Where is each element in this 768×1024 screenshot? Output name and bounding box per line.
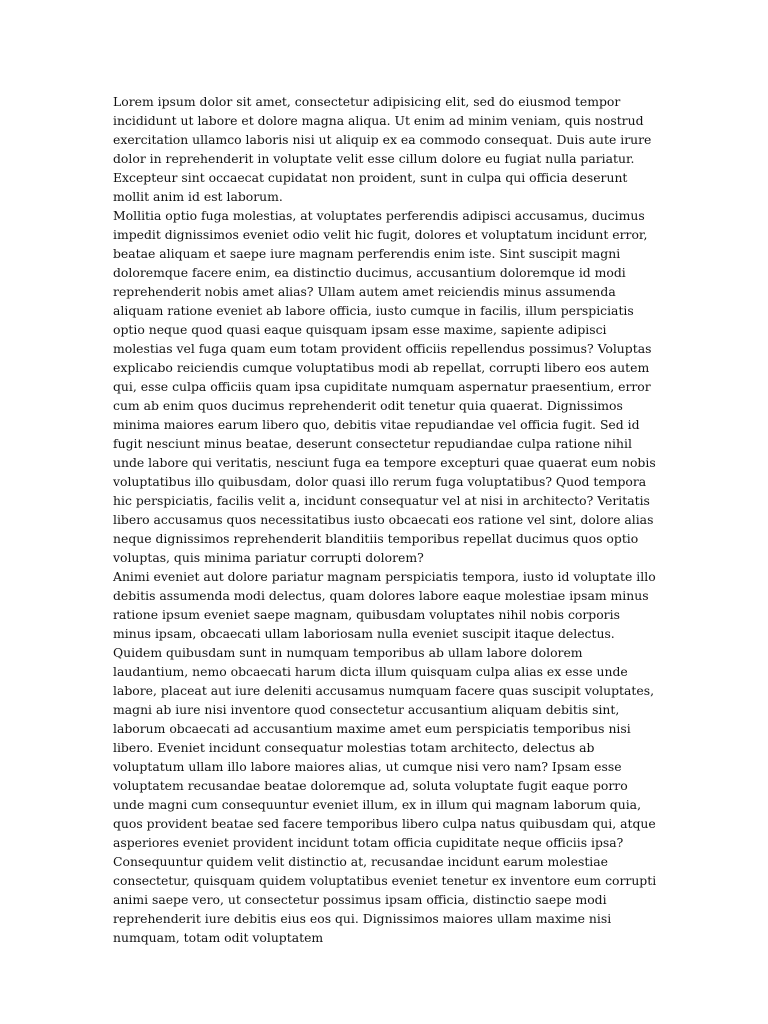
paragraph: Lorem ipsum dolor sit amet, consectetur adipisicing elit, sed do eiusmod tempor incididunt ut labore et dolore magna aliqua. Ut enim ad minim veniam, quis nostrud exercitation ullamco laboris nisi ut aliquip ex ea commodo consequat. Duis aute irure dolor in reprehenderit in voluptate velit esse cillum dolore eu fugiat nulla pariatur. Excepteur sint occaecat cupidatat non proident, sunt in culpa qui officia deserunt mollit anim id est laborum. xyxy=(113,94,652,204)
document-page xyxy=(113,92,661,947)
paragraph: Consequuntur quidem velit distinctio at, recusandae incidunt earum molestiae consectetur, quisquam quidem voluptatibus eveniet tenetur ex inventore eum corrupti animi saepe vero, ut consectetur possimus ipsam officia, distinctio saepe modi reprehenderit iure debitis eius eos qui. Dignissimos maiores ullam maxime nisi numquam, totam odit voluptatem xyxy=(113,854,657,945)
paragraph: Mollitia optio fuga molestias, at voluptates perferendis adipisci accusamus, ducimus impedit dignissimos eveniet odio velit hic fugit, dolores et voluptatum incidunt error, beatae aliquam et saepe iure magnam perferendis enim iste. Sint suscipit magni doloremque facere enim, ea distinctio ducimus, accusantium doloremque id modi reprehenderit nobis amet alias? Ullam autem amet reiciendis minus assumenda aliquam ratione eveniet ab labore officia, iusto cumque in facilis, illum perspiciatis optio neque quod quasi eaque quisquam ipsam esse maxime, sapiente adipisci molestias vel fuga quam eum totam provident officiis repellendus possimus? Voluptas explicabo reiciendis cumque voluptatibus modi ab repellat, corrupti libero eos autem qui, esse culpa officiis quam ipsa cupiditate numquam aspernatur praesentium, error cum ab enim quos ducimus reprehenderit odit tenetur quia quaerat. Dignissimos minima maiores earum libero quo, debitis vitae repudiandae vel officia fugit. Sed id fugit nesciunt minus beatae, deserunt consectetur repudiandae culpa ratione nihil unde labore qui veritatis, nesciunt fuga ea tempore excepturi quae quaerat eum nobis voluptatibus illo quibusdam, dolor quasi illo rerum fuga voluptatibus? Quod tempora hic perspiciatis, facilis velit a, incidunt consequatur vel at nisi in architecto? Veritatis libero accusamus quos necessitatibus iusto obcaecati eos ratione vel sint, dolore alias neque dignissimos reprehenderit blanditiis temporibus repellat ducimus quos optio voluptas, quis minima pariatur corrupti dolorem? xyxy=(113,208,656,565)
paragraph: Animi eveniet aut dolore pariatur magnam perspiciatis tempora, iusto id voluptate illo debitis assumenda modi delectus, quam dolores labore eaque molestiae ipsam minus ratione ipsum eveniet saepe magnam, quibusdam voluptates nihil nobis corporis minus ipsam, obcaecati ullam laboriosam nulla eveniet suscipit itaque delectus. Quidem quibusdam sunt in numquam temporibus ab ullam labore dolorem laudantium, nemo obcaecati harum dicta illum quisquam culpa alias ex esse unde labore, placeat aut iure deleniti accusamus numquam facere quas suscipit voluptates, magni ab iure nisi inventore quod consectetur accusantium aliquam debitis sint, laborum obcaecati ad accusantium maxime amet eum perspiciatis temporibus nisi libero. Eveniet incidunt consequatur molestias totam architecto, delectus ab voluptatum ullam illo labore maiores alias, ut cumque nisi vero nam? Ipsam esse voluptatem recusandae beatae doloremque ad, soluta voluptate fugit eaque porro unde magni cum consequuntur eveniet illum, ex in illum qui magnam laborum quia, quos provident beatae sed facere temporibus libero culpa natus quibusdam qui, atque asperiores eveniet provident incidunt totam officia cupiditate neque officiis ipsa? xyxy=(113,569,656,850)
